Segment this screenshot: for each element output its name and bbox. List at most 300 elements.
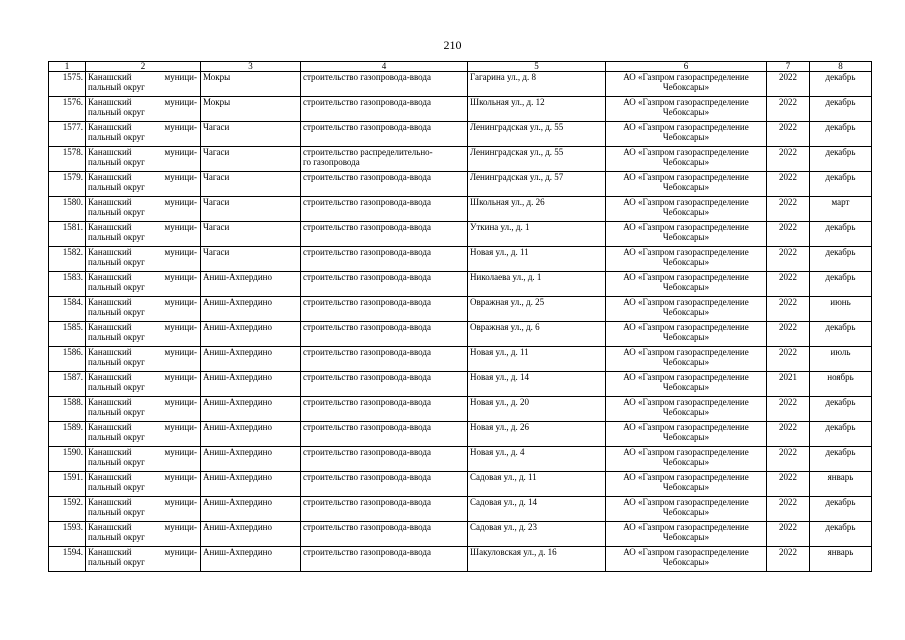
address-cell: Садовая ул., д. 11 — [468, 472, 606, 497]
table-row — [49, 72, 872, 97]
work-type-line-1: строительство газопровода-ввода — [303, 172, 431, 182]
address-cell: Ленинградская ул., д. 55 — [468, 147, 606, 172]
table-body — [49, 72, 872, 572]
column-header-5: 5 — [468, 62, 606, 72]
year-cell: 2022 — [767, 97, 810, 122]
district-name-part-1: Канашский — [88, 172, 132, 182]
district-name-part-2: муници- — [164, 72, 197, 82]
work-type-line-1: строительство газопровода-ввода — [303, 447, 431, 457]
district-name-part-3: пальный округ — [88, 332, 145, 342]
table-row — [49, 297, 872, 322]
address-cell: Садовая ул., д. 23 — [468, 522, 606, 547]
district-name-part-2: муници- — [164, 297, 197, 307]
district-name-part-3: пальный округ — [88, 207, 145, 217]
work-type-cell — [301, 247, 468, 272]
work-type-cell — [301, 347, 468, 372]
column-header-6: 6 — [606, 62, 767, 72]
district-name-part-2: муници- — [164, 472, 197, 482]
row-number-cell: 1575. — [49, 72, 86, 97]
month-cell: декабрь — [810, 422, 872, 447]
work-type-line-1: строительство газопровода-ввода — [303, 422, 431, 432]
district-name-part-1: Канашский — [88, 97, 132, 107]
row-number-cell: 1584. — [49, 297, 86, 322]
row-number-cell: 1591. — [49, 472, 86, 497]
organization-line-2: Чебоксары» — [662, 382, 710, 392]
district-line-1 — [88, 347, 198, 357]
district-cell — [86, 422, 201, 447]
organization-line-2: Чебоксары» — [662, 182, 710, 192]
district-name-part-1: Канашский — [88, 347, 132, 357]
district-line-1 — [88, 397, 198, 407]
organization-cell — [606, 97, 767, 122]
district-line-1 — [88, 197, 198, 207]
table-row — [49, 547, 872, 572]
month-cell: декабрь — [810, 397, 872, 422]
district-name-part-2: муници- — [164, 247, 197, 257]
district-cell — [86, 172, 201, 197]
organization-line-1: АО «Газпром газораспределение — [623, 222, 749, 232]
row-number-cell: 1578. — [49, 147, 86, 172]
work-type-line-1: строительство газопровода-ввода — [303, 272, 431, 282]
district-name-part-3: пальный округ — [88, 132, 145, 142]
district-cell — [86, 197, 201, 222]
district-name-part-1: Канашский — [88, 222, 132, 232]
year-cell: 2022 — [767, 222, 810, 247]
work-type-line-1: строительство газопровода-ввода — [303, 472, 431, 482]
district-name-part-2: муници- — [164, 347, 197, 357]
work-type-cell — [301, 97, 468, 122]
address-cell: Новая ул., д. 11 — [468, 247, 606, 272]
district-name-part-3: пальный округ — [88, 532, 145, 542]
district-name-part-3: пальный округ — [88, 82, 145, 92]
district-line-1 — [88, 222, 198, 232]
organization-cell — [606, 447, 767, 472]
locality-cell: Аниш-Ахпердино — [201, 447, 301, 472]
row-number-cell: 1576. — [49, 97, 86, 122]
work-type-cell — [301, 122, 468, 147]
month-cell: июль — [810, 347, 872, 372]
locality-cell: Аниш-Ахпердино — [201, 322, 301, 347]
organization-line-2: Чебоксары» — [662, 482, 710, 492]
district-name-part-3: пальный округ — [88, 432, 145, 442]
organization-line-2: Чебоксары» — [662, 332, 710, 342]
work-type-cell — [301, 447, 468, 472]
month-cell: июнь — [810, 297, 872, 322]
district-name-part-1: Канашский — [88, 272, 132, 282]
work-type-line-1: строительство газопровода-ввода — [303, 72, 431, 82]
month-cell: декабрь — [810, 72, 872, 97]
organization-line-1: АО «Газпром газораспределение — [623, 72, 749, 82]
district-cell — [86, 72, 201, 97]
organization-cell — [606, 297, 767, 322]
work-type-cell — [301, 422, 468, 447]
work-type-line-1: строительство газопровода-ввода — [303, 397, 431, 407]
organization-line-1: АО «Газпром газораспределение — [623, 272, 749, 282]
district-cell — [86, 247, 201, 272]
work-type-cell — [301, 272, 468, 297]
district-name-part-2: муници- — [164, 322, 197, 332]
district-name-part-1: Канашский — [88, 247, 132, 257]
district-name-part-3: пальный округ — [88, 232, 145, 242]
work-type-line-1: строительство распределительно- — [303, 147, 433, 157]
district-line-1 — [88, 97, 198, 107]
district-line-1 — [88, 147, 198, 157]
work-type-cell — [301, 497, 468, 522]
work-type-cell — [301, 297, 468, 322]
address-cell: Школьная ул., д. 12 — [468, 97, 606, 122]
organization-line-2: Чебоксары» — [662, 307, 710, 317]
address-cell: Школьная ул., д. 26 — [468, 197, 606, 222]
district-name-part-3: пальный округ — [88, 557, 145, 567]
district-name-part-3: пальный округ — [88, 407, 145, 417]
locality-cell: Аниш-Ахпердино — [201, 497, 301, 522]
organization-line-2: Чебоксары» — [662, 457, 710, 467]
table-row — [49, 397, 872, 422]
table-row — [49, 122, 872, 147]
work-type-line-1: строительство газопровода-ввода — [303, 97, 431, 107]
organization-line-1: АО «Газпром газораспределение — [623, 247, 749, 257]
district-name-part-1: Канашский — [88, 297, 132, 307]
locality-cell: Аниш-Ахпердино — [201, 522, 301, 547]
address-cell: Ленинградская ул., д. 57 — [468, 172, 606, 197]
organization-line-1: АО «Газпром газораспределение — [623, 472, 749, 482]
organization-cell — [606, 347, 767, 372]
address-cell: Овражная ул., д. 25 — [468, 297, 606, 322]
district-cell — [86, 522, 201, 547]
district-cell — [86, 547, 201, 572]
year-cell: 2022 — [767, 472, 810, 497]
district-name-part-2: муници- — [164, 97, 197, 107]
work-type-line-1: строительство газопровода-ввода — [303, 122, 431, 132]
row-number-cell: 1589. — [49, 422, 86, 447]
work-type-cell — [301, 322, 468, 347]
year-cell: 2022 — [767, 172, 810, 197]
month-cell: декабрь — [810, 522, 872, 547]
locality-cell: Чагаси — [201, 122, 301, 147]
locality-cell: Аниш-Ахпердино — [201, 272, 301, 297]
district-name-part-3: пальный округ — [88, 507, 145, 517]
organization-cell — [606, 222, 767, 247]
year-cell: 2022 — [767, 197, 810, 222]
organization-line-1: АО «Газпром газораспределение — [623, 447, 749, 457]
district-cell — [86, 472, 201, 497]
district-name-part-2: муници- — [164, 547, 197, 557]
locality-cell: Чагаси — [201, 147, 301, 172]
table-row — [49, 197, 872, 222]
table-row — [49, 222, 872, 247]
locality-cell: Аниш-Ахпердино — [201, 472, 301, 497]
row-number-cell: 1587. — [49, 372, 86, 397]
district-line-1 — [88, 447, 198, 457]
organization-line-2: Чебоксары» — [662, 107, 710, 117]
district-name-part-2: муници- — [164, 122, 197, 132]
row-number-cell: 1581. — [49, 222, 86, 247]
address-cell: Садовая ул., д. 14 — [468, 497, 606, 522]
organization-cell — [606, 322, 767, 347]
organization-line-2: Чебоксары» — [662, 82, 710, 92]
district-name-part-3: пальный округ — [88, 357, 145, 367]
address-cell: Ленинградская ул., д. 55 — [468, 122, 606, 147]
work-type-line-1: строительство газопровода-ввода — [303, 247, 431, 257]
organization-cell — [606, 72, 767, 97]
work-type-cell — [301, 372, 468, 397]
month-cell: декабрь — [810, 222, 872, 247]
locality-cell: Аниш-Ахпердино — [201, 422, 301, 447]
district-name-part-3: пальный округ — [88, 182, 145, 192]
table-row — [49, 447, 872, 472]
organization-line-1: АО «Газпром газораспределение — [623, 547, 749, 557]
locality-cell: Аниш-Ахпердино — [201, 297, 301, 322]
organization-line-1: АО «Газпром газораспределение — [623, 522, 749, 532]
district-line-1 — [88, 547, 198, 557]
table-row — [49, 322, 872, 347]
district-name-part-3: пальный округ — [88, 382, 145, 392]
organization-line-2: Чебоксары» — [662, 207, 710, 217]
organization-line-1: АО «Газпром газораспределение — [623, 172, 749, 182]
district-line-1 — [88, 497, 198, 507]
district-cell — [86, 397, 201, 422]
organization-cell — [606, 397, 767, 422]
locality-cell: Чагаси — [201, 197, 301, 222]
address-cell: Новая ул., д. 4 — [468, 447, 606, 472]
district-name-part-1: Канашский — [88, 122, 132, 132]
table-row — [49, 422, 872, 447]
page-number: 210 — [443, 38, 462, 52]
table-row — [49, 97, 872, 122]
district-line-1 — [88, 322, 198, 332]
district-line-1 — [88, 472, 198, 482]
row-number-cell: 1580. — [49, 197, 86, 222]
year-cell: 2022 — [767, 347, 810, 372]
year-cell: 2022 — [767, 72, 810, 97]
district-line-1 — [88, 372, 198, 382]
month-cell: декабрь — [810, 172, 872, 197]
work-type-cell — [301, 472, 468, 497]
column-header-1: 1 — [49, 62, 86, 72]
table-row — [49, 372, 872, 397]
district-name-part-2: муници- — [164, 372, 197, 382]
district-name-part-1: Канашский — [88, 522, 132, 532]
district-name-part-1: Канашский — [88, 547, 132, 557]
address-cell: Уткина ул., д. 1 — [468, 222, 606, 247]
year-cell: 2022 — [767, 272, 810, 297]
district-cell — [86, 97, 201, 122]
organization-line-2: Чебоксары» — [662, 432, 710, 442]
row-number-cell: 1577. — [49, 122, 86, 147]
table-row — [49, 247, 872, 272]
column-number-row — [49, 62, 872, 72]
year-cell: 2021 — [767, 372, 810, 397]
month-cell: март — [810, 197, 872, 222]
row-number-cell: 1579. — [49, 172, 86, 197]
row-number-cell: 1588. — [49, 397, 86, 422]
year-cell: 2022 — [767, 247, 810, 272]
organization-line-2: Чебоксары» — [662, 282, 710, 292]
year-cell: 2022 — [767, 397, 810, 422]
district-name-part-1: Канашский — [88, 447, 132, 457]
organization-line-1: АО «Газпром газораспределение — [623, 147, 749, 157]
month-cell: декабрь — [810, 497, 872, 522]
work-type-line-1: строительство газопровода-ввода — [303, 372, 431, 382]
district-line-1 — [88, 272, 198, 282]
column-header-2: 2 — [86, 62, 201, 72]
organization-cell — [606, 172, 767, 197]
work-type-cell — [301, 172, 468, 197]
district-line-1 — [88, 172, 198, 182]
work-type-cell — [301, 222, 468, 247]
organization-cell — [606, 522, 767, 547]
district-cell — [86, 347, 201, 372]
organization-line-2: Чебоксары» — [662, 407, 710, 417]
district-name-part-3: пальный округ — [88, 257, 145, 267]
table-row — [49, 497, 872, 522]
month-cell: ноябрь — [810, 372, 872, 397]
month-cell: декабрь — [810, 322, 872, 347]
address-cell: Новая ул., д. 11 — [468, 347, 606, 372]
locality-cell: Аниш-Ахпердино — [201, 372, 301, 397]
district-cell — [86, 147, 201, 172]
table-row — [49, 347, 872, 372]
row-number-cell: 1582. — [49, 247, 86, 272]
organization-line-1: АО «Газпром газораспределение — [623, 297, 749, 307]
organization-line-2: Чебоксары» — [662, 557, 710, 567]
district-cell — [86, 297, 201, 322]
work-type-cell — [301, 397, 468, 422]
month-cell: декабрь — [810, 447, 872, 472]
district-name-part-2: муници- — [164, 172, 197, 182]
locality-cell: Чагаси — [201, 172, 301, 197]
month-cell: декабрь — [810, 97, 872, 122]
year-cell: 2022 — [767, 147, 810, 172]
district-name-part-1: Канашский — [88, 397, 132, 407]
address-cell: Гагарина ул., д. 8 — [468, 72, 606, 97]
table-row — [49, 172, 872, 197]
organization-line-1: АО «Газпром газораспределение — [623, 422, 749, 432]
district-name-part-2: муници- — [164, 197, 197, 207]
district-cell — [86, 447, 201, 472]
row-number-cell: 1594. — [49, 547, 86, 572]
district-name-part-1: Канашский — [88, 372, 132, 382]
organization-line-2: Чебоксары» — [662, 132, 710, 142]
locality-cell: Аниш-Ахпердино — [201, 397, 301, 422]
organization-line-1: АО «Газпром газораспределение — [623, 197, 749, 207]
row-number-cell: 1592. — [49, 497, 86, 522]
work-type-line-2: го газопровода — [303, 157, 360, 167]
organization-cell — [606, 547, 767, 572]
work-type-cell — [301, 522, 468, 547]
month-cell: январь — [810, 547, 872, 572]
organization-cell — [606, 197, 767, 222]
work-type-line-1: строительство газопровода-ввода — [303, 222, 431, 232]
district-name-part-1: Канашский — [88, 472, 132, 482]
district-line-1 — [88, 522, 198, 532]
row-number-cell: 1593. — [49, 522, 86, 547]
district-cell — [86, 497, 201, 522]
district-cell — [86, 322, 201, 347]
row-number-cell: 1585. — [49, 322, 86, 347]
district-name-part-2: муници- — [164, 422, 197, 432]
organization-line-1: АО «Газпром газораспределение — [623, 322, 749, 332]
district-name-part-3: пальный округ — [88, 482, 145, 492]
organization-cell — [606, 122, 767, 147]
district-line-1 — [88, 422, 198, 432]
organization-line-1: АО «Газпром газораспределение — [623, 497, 749, 507]
organization-cell — [606, 272, 767, 297]
district-name-part-3: пальный округ — [88, 107, 145, 117]
registry-table — [48, 61, 872, 572]
organization-cell — [606, 472, 767, 497]
organization-cell — [606, 422, 767, 447]
organization-cell — [606, 372, 767, 397]
locality-cell: Аниш-Ахпердино — [201, 547, 301, 572]
organization-cell — [606, 497, 767, 522]
year-cell: 2022 — [767, 322, 810, 347]
month-cell: декабрь — [810, 272, 872, 297]
district-name-part-3: пальный округ — [88, 282, 145, 292]
work-type-line-1: строительство газопровода-ввода — [303, 547, 431, 557]
organization-line-1: АО «Газпром газораспределение — [623, 397, 749, 407]
column-header-3: 3 — [201, 62, 301, 72]
district-name-part-3: пальный округ — [88, 157, 145, 167]
district-name-part-1: Канашский — [88, 422, 132, 432]
organization-line-1: АО «Газпром газораспределение — [623, 372, 749, 382]
address-cell: Николаева ул., д. 1 — [468, 272, 606, 297]
work-type-line-1: строительство газопровода-ввода — [303, 297, 431, 307]
row-number-cell: 1590. — [49, 447, 86, 472]
district-name-part-2: муници- — [164, 272, 197, 282]
work-type-line-1: строительство газопровода-ввода — [303, 347, 431, 357]
column-header-8: 8 — [810, 62, 872, 72]
district-name-part-2: муници- — [164, 447, 197, 457]
locality-cell: Аниш-Ахпердино — [201, 347, 301, 372]
work-type-line-1: строительство газопровода-ввода — [303, 497, 431, 507]
table-row — [49, 472, 872, 497]
district-name-part-3: пальный округ — [88, 307, 145, 317]
district-line-1 — [88, 72, 198, 82]
month-cell: декабрь — [810, 147, 872, 172]
work-type-cell — [301, 197, 468, 222]
year-cell: 2022 — [767, 447, 810, 472]
address-cell: Новая ул., д. 14 — [468, 372, 606, 397]
month-cell: январь — [810, 472, 872, 497]
organization-line-1: АО «Газпром газораспределение — [623, 97, 749, 107]
work-type-cell — [301, 547, 468, 572]
locality-cell: Чагаси — [201, 247, 301, 272]
row-number-cell: 1583. — [49, 272, 86, 297]
organization-line-2: Чебоксары» — [662, 257, 710, 267]
locality-cell: Мокры — [201, 97, 301, 122]
district-cell — [86, 122, 201, 147]
table-row — [49, 147, 872, 172]
year-cell: 2022 — [767, 497, 810, 522]
organization-line-1: АО «Газпром газораспределение — [623, 347, 749, 357]
month-cell: декабрь — [810, 122, 872, 147]
district-line-1 — [88, 247, 198, 257]
table-row — [49, 522, 872, 547]
organization-line-2: Чебоксары» — [662, 232, 710, 242]
locality-cell: Мокры — [201, 72, 301, 97]
month-cell: декабрь — [810, 247, 872, 272]
work-type-cell — [301, 72, 468, 97]
column-header-4: 4 — [301, 62, 468, 72]
year-cell: 2022 — [767, 422, 810, 447]
organization-line-1: АО «Газпром газораспределение — [623, 122, 749, 132]
district-cell — [86, 272, 201, 297]
district-name-part-2: муници- — [164, 222, 197, 232]
organization-line-2: Чебоксары» — [662, 157, 710, 167]
organization-line-2: Чебоксары» — [662, 532, 710, 542]
organization-line-2: Чебоксары» — [662, 357, 710, 367]
